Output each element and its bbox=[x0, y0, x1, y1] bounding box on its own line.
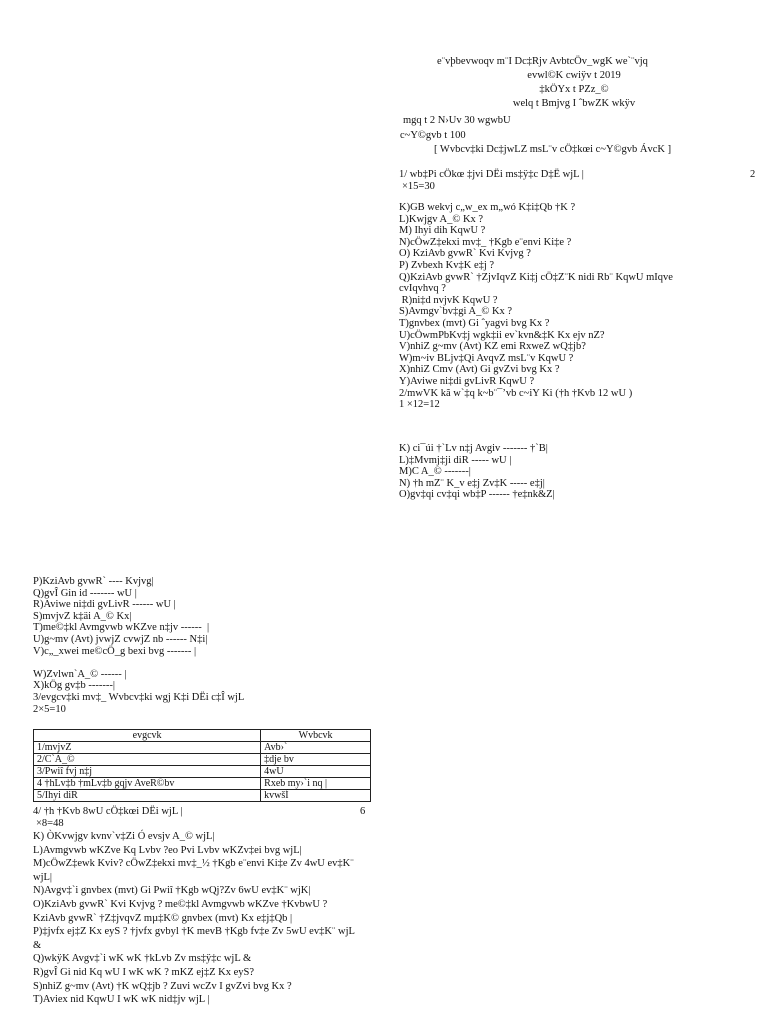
fill-blank-item: O)gv‡qi cv‡qi wb‡P ------ †e‡nk&Z| bbox=[399, 489, 555, 501]
fill-blank-item: X)kÖg gv‡b -------| bbox=[33, 680, 115, 692]
question-item: P) Zvbexh Kv‡K e‡j ? bbox=[399, 259, 495, 271]
question-item: K)GB wekvj c„w_ex m„wó K‡i‡Qb †K ? bbox=[399, 202, 576, 213]
table-header-row bbox=[34, 730, 371, 742]
question-item: X)nhiZ Cmv (Avt) Gi gvZvi bvg Kx ? bbox=[399, 364, 560, 376]
right-cell: Avb›` bbox=[261, 742, 371, 754]
question-item: P)‡jvfx ej‡Z Kx eyS ? †jvfx gvbyl †K mevB †Kgb fv‡e Zv 5wU ev‡K¨ wjL bbox=[33, 926, 355, 938]
section3-formula: 2×5=10 bbox=[33, 703, 66, 715]
question-item: N)Avgv‡`i gnvbex (mvt) Gi Pwiî †Kgb wQj?Zv 6wU ev‡K¨ wjK| bbox=[33, 885, 311, 897]
question-item: S)Avmgv`bv‡gi A_© Kx ? bbox=[399, 306, 513, 318]
question-item: Q)KziAvb gvwR` †ZjvIqvZ Ki‡j cÖ‡Z¨K nidi Rb¨ KqwU mIqve bbox=[399, 271, 673, 283]
right-cell: ‡dje bv bbox=[261, 754, 371, 766]
left-cell: 4 †hLv‡b †mLv‡b gqjv AveR©bv bbox=[34, 778, 261, 790]
question-item: L)Kwjgv A_© Kx ? bbox=[399, 213, 484, 225]
fill-blank-item: W)Zvlwn`A_© ------ | bbox=[33, 668, 127, 680]
class-label: ‡kÖYx t PZz_© bbox=[539, 84, 609, 95]
section4-marks: 6 bbox=[360, 806, 366, 817]
section1-title: 1/ wb‡Pi cÖkœ ‡jvi DËi ms‡ÿ‡c D‡Ë wjL | bbox=[399, 169, 584, 180]
section1-formula: ×15=30 bbox=[402, 181, 435, 192]
school-name: e¨vþbevwoqv m¨I Dc‡Rjv AvbtcÖv_wgK we`¨vjq bbox=[437, 56, 648, 67]
fill-blank-item: V)c„_xwei me©cÖ_g bexi bvg ------- | bbox=[33, 645, 197, 657]
question-item: K) ÒKvwjgv kvnv`v‡Zi Ó evsjv A_© wjL| bbox=[33, 831, 215, 842]
question-item: O) KziAvb gvwR` Kvi Kvjvg ? bbox=[399, 248, 531, 260]
section2-title: 2/mwVK kã w`‡q k~b¨¯’vb c~iY Ki (†h †Kvb 12 wU ) bbox=[399, 387, 633, 399]
question-item: U)cÖwmPbKv‡j wgk‡ii ev`kvn&‡K Kx ejv nZ? bbox=[399, 329, 605, 341]
question-item: KziAvb gvwR` †Z‡jvqvZ mµ‡K© gnvbex (mvt) Kx e‡j‡Qb | bbox=[33, 912, 293, 924]
fill-blank-item: S)mvjvZ k‡äi A_© Kx| bbox=[33, 610, 132, 622]
question-item: M)cÖwZ‡ewk Kviv? cÖwZ‡ekxi mv‡_½ †Kgb e¨envi Ki‡e Zv 4wU ev‡K¨ bbox=[33, 858, 354, 870]
question-item: R)ni‡d nvjvK KqwU ? bbox=[399, 294, 498, 306]
question-item: T)gnvbex (mvt) Gi ˆyagvi bvg Kx ? bbox=[399, 317, 550, 329]
fill-blank-item: R)Aviwe ni‡di gvLivR ------ wU | bbox=[33, 599, 176, 611]
question-item: M) Ihyi dih KqwU ? bbox=[399, 225, 486, 237]
section3-title: 3/evgcv‡ki mv‡_ Wvbcv‡ki wgj K‡i DËi c‡Î wjL bbox=[33, 691, 245, 703]
section2-list-left bbox=[33, 576, 373, 715]
fill-blank-item: K) ci¯úi †`Lv n‡j Avgiv ------- †`B| bbox=[399, 443, 548, 454]
right-cell: kvwšÍ bbox=[261, 790, 371, 802]
left-cell: 2/C`A_© bbox=[34, 754, 261, 766]
fill-blank-item: L)‡Mvmj‡ji diR ----- wU | bbox=[399, 454, 512, 466]
question-item: S)nhiZ g~mv (Avt) †K wQ‡jb ? Zuvi wcZv I gvZvi bvg Kx ? bbox=[33, 980, 292, 992]
fill-blank-item: M)C A_© -------| bbox=[399, 466, 471, 478]
section4-question-list bbox=[33, 830, 383, 1007]
fill-blank-item: Q)gvÎ Gin id ------- wU | bbox=[33, 587, 137, 599]
question-item: T)Aviex nid KqwU I wK wK nid‡jv wjL | bbox=[33, 994, 210, 1006]
instruction-note: [ Wvbcv‡ki Dc‡jwLZ msL¨v cÖ‡kœi c~Y©gvb ÁvcK ] bbox=[434, 144, 672, 155]
right-cell: Rxeb my›`i nq | bbox=[261, 778, 371, 790]
fill-blank-item: N) †h mZ¨ K_v e‡j Zv‡K ----- e‡j| bbox=[399, 477, 545, 489]
question-item: cvIqvhvq ? bbox=[399, 283, 446, 295]
fill-blank-item: P)KziAvb gvwR` ---- Kvjvg| bbox=[33, 576, 154, 587]
section2-formula: 1 ×12=12 bbox=[399, 399, 440, 411]
question-item: L)Avmgvwb wKZve Kq Lvbv ?eo Pvi Lvbv wKZv‡ei bvg wjL| bbox=[33, 844, 302, 856]
spacer bbox=[33, 657, 373, 669]
table-row bbox=[34, 778, 371, 790]
question-item: O)KziAvb gvwR` Kvi Kvjvg ? me©‡kl Avmgvwb wKZve †KvbwU ? bbox=[33, 898, 328, 910]
fill-blank-item: T)me©‡kl Avmgvwb wKZve n‡jv ------ | bbox=[33, 622, 210, 634]
matching-table bbox=[33, 729, 371, 802]
column-header-right: Wvbcvk bbox=[261, 730, 371, 742]
section1-marks: 2 bbox=[750, 169, 756, 180]
table-row bbox=[34, 790, 371, 802]
table-row bbox=[34, 754, 371, 766]
section4-title: 4/ †h †Kvb 8wU cÖ‡kœi DËi wjL | bbox=[33, 806, 183, 817]
question-item: Q)wkÿK Avgv‡`i wK wK †kLvb Zv ms‡ÿ‡c wjL & bbox=[33, 953, 252, 965]
left-cell: 5/Ihyi diR bbox=[34, 790, 261, 802]
fill-blank-item: U)g~mv (Avt) jvwjZ cvwjZ nb ------ N‡i| bbox=[33, 633, 208, 645]
exam-name: evwl©K cwiÿv t 2019 bbox=[527, 70, 621, 81]
section1-question-list bbox=[399, 202, 729, 411]
question-item: N)cÖwZ‡ekxi mv‡_ †Kgb e¨envi Ki‡e ? bbox=[399, 236, 572, 248]
left-cell: 1/mvjvZ bbox=[34, 742, 261, 754]
question-item: wjL| bbox=[33, 871, 53, 883]
table-row bbox=[34, 766, 371, 778]
subject-label: welq t Bmjvg I ˆbwZK wkÿv bbox=[512, 98, 636, 109]
question-item: R)gvÎ Gi nid Kq wU I wK wK ? mKZ ej‡Z Kx eyS? bbox=[33, 966, 255, 978]
right-cell: 4wU bbox=[261, 766, 371, 778]
question-item: Y)Aviwe ni‡di gvLivR KqwU ? bbox=[399, 375, 535, 387]
question-item: W)m~iv BLjv‡Qi AvqvZ msL¨v KqwU ? bbox=[399, 352, 574, 364]
question-item: & bbox=[33, 939, 42, 951]
full-marks-label: c~Y©gvb t 100 bbox=[400, 130, 466, 141]
column-header-left: evgcvk bbox=[34, 730, 261, 742]
section2-list-right bbox=[399, 443, 729, 501]
question-item: V)nhiZ g~mv (Avt) KZ emi RxweZ wQ‡jb? bbox=[399, 341, 586, 353]
left-cell: 3/Pwiî fvj n‡j bbox=[34, 766, 261, 778]
time-label: mgq t 2 N›Uv 30 wgwbU bbox=[403, 115, 511, 126]
table-row bbox=[34, 742, 371, 754]
section4-formula: ×8=48 bbox=[36, 818, 64, 829]
